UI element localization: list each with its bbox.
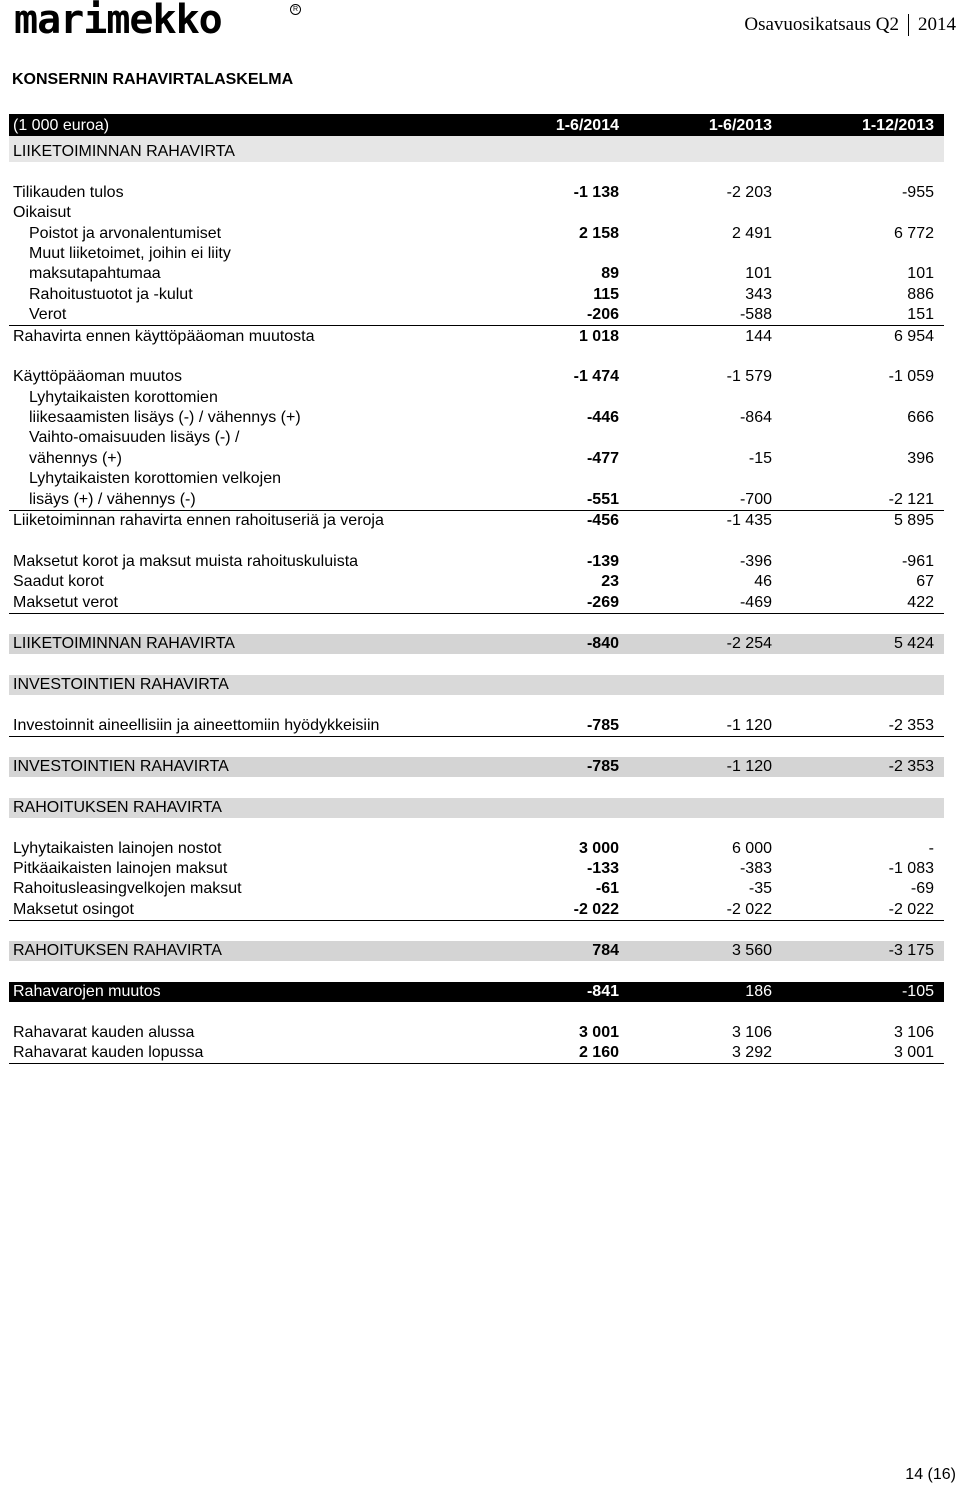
value-cell: -551 [479,489,629,510]
value-cell: -1 579 [726,368,772,386]
row-label: Pitkäaikaisten lainojen maksut [13,859,228,877]
cash-flow-body [9,114,944,1064]
value-cell: -1 120 [629,757,782,777]
table-row [9,879,944,899]
value-cell: -2 353 [782,757,944,777]
unit-label: (1 000 euroa) [9,114,479,136]
column-header: 1-6/2013 [629,114,782,136]
spacer-cell [9,162,944,182]
table-row [9,408,944,428]
value-cell: 101 [907,265,934,283]
page-number: 14 (16) [905,1466,956,1483]
value-cell: 6 772 [893,224,934,242]
table-row [9,941,944,961]
value-cell: 5 424 [782,634,944,654]
section-header-row [9,136,944,162]
value-cell: -1 435 [726,512,772,530]
value-cell: 5 895 [893,512,934,530]
value-cell: 23 [601,573,619,591]
row-label: lisäys (+) / vähennys (-) [9,489,479,510]
spacer-cell [9,654,944,674]
table-row [9,367,944,387]
value-cell: -396 [739,552,772,570]
spacer-cell [9,736,944,757]
spacer-row [9,695,944,715]
spacer-row [9,347,944,367]
value-cell: -841 [479,982,629,1002]
table-row [9,634,944,654]
spacer-row [9,654,944,674]
value-cell: -2 254 [629,634,782,654]
row-label: Rahavirta ennen käyttöpääoman muutosta [13,327,315,345]
value-cell [629,387,782,407]
value-cell [782,387,944,407]
value-cell: 46 [754,573,772,591]
value-cell: 3 000 [578,839,619,857]
table-row [9,859,944,879]
value-cell: 1 018 [578,327,619,345]
value-cell: -700 [629,489,782,510]
table-row [9,264,944,284]
column-header: 1-6/2014 [479,114,629,136]
spacer-cell [9,961,944,981]
value-cell: -2 022 [782,899,944,920]
spacer-row [9,961,944,981]
report-name: Osavuosikatsaus Q2 [744,14,899,35]
value-cell: 67 [916,573,934,591]
value-cell: 2 491 [731,224,772,242]
value-cell: 3 001 [782,1043,944,1064]
spacer-row [9,531,944,551]
value-cell: -2 121 [782,489,944,510]
value-cell: 89 [601,265,619,283]
registered-mark-icon: R [290,4,301,15]
value-cell: -840 [479,634,629,654]
value-cell: -105 [782,982,944,1002]
spacer-row [9,920,944,941]
value-cell [629,203,782,223]
row-label: Rahoitustuotot ja -kulut [29,285,193,303]
table-row [9,551,944,571]
section-title: RAHOITUKSEN RAHAVIRTA [9,798,944,818]
value-cell: 3 560 [629,941,782,961]
section-title: INVESTOINTIEN RAHAVIRTA [9,675,944,695]
table-row [9,899,944,920]
spacer-row [9,1002,944,1022]
table-header-row [9,114,944,136]
table-row [9,387,944,407]
row-label: Muut liiketoimet, joihin ei liity [29,244,231,262]
row-label: Rahavarojen muutos [9,982,479,1002]
row-label: Maksetut verot [9,592,479,613]
table-row [9,326,944,347]
value-cell [782,203,944,223]
table-row [9,982,944,1002]
section-header-row [9,798,944,818]
row-label: Vaihto-omaisuuden lisäys (-) / [29,429,240,447]
value-cell: -864 [739,409,772,427]
value-cell: 3 106 [731,1024,772,1042]
row-label: INVESTOINTIEN RAHAVIRTA [9,757,479,777]
value-cell: -139 [586,552,619,570]
spacer-row [9,613,944,634]
value-cell: -961 [901,552,934,570]
value-cell: -785 [479,715,629,736]
value-cell: - [928,839,934,857]
row-label: Lyhytaikaisten lainojen nostot [13,839,222,857]
value-cell: 151 [782,305,944,326]
row-label: Lyhytaikaisten korottomien [29,388,218,406]
page-header [0,0,960,50]
spacer-cell [9,920,944,941]
spacer-cell [9,695,944,715]
value-cell [479,469,629,489]
value-cell: -955 [901,183,934,201]
marimekko-logo: marimekko [14,0,222,43]
value-cell: -1 138 [573,183,619,201]
value-cell: 343 [745,285,772,303]
table-row [9,203,944,223]
column-header: 1-12/2013 [782,114,944,136]
value-cell: -1 120 [629,715,782,736]
value-cell: -133 [586,859,619,877]
value-cell: 101 [745,265,772,283]
row-label: Rahavarat kauden lopussa [9,1043,479,1064]
spacer-cell [9,347,944,367]
value-cell: -3 175 [782,941,944,961]
row-label: Saadut korot [13,573,104,591]
value-cell: -15 [748,449,772,467]
spacer-cell [9,1002,944,1022]
value-cell: 666 [907,409,934,427]
row-label: Oikaisut [13,204,71,222]
table-row [9,757,944,777]
table-row [9,1023,944,1043]
row-label: Investoinnit aineellisiin ja aineettomiin hyödykkeisiin [9,715,479,736]
value-cell: 186 [629,982,782,1002]
row-label: LIIKETOIMINNAN RAHAVIRTA [9,634,479,654]
table-row [9,510,944,531]
value-cell: -35 [748,880,772,898]
value-cell: 115 [593,285,619,303]
report-title [744,14,956,36]
section-title: LIIKETOIMINNAN RAHAVIRTA [9,136,944,162]
table-row [9,592,944,613]
value-cell: -588 [629,305,782,326]
value-cell: 6 000 [731,839,772,857]
row-label: Maksetut osingot [9,899,479,920]
value-cell: -1 474 [573,368,619,386]
value-cell: -785 [479,757,629,777]
value-cell: -456 [586,512,619,530]
table-row [9,572,944,592]
value-cell: 3 106 [893,1024,934,1042]
value-cell: -477 [586,449,619,467]
value-cell: 784 [479,941,629,961]
value-cell: 2 158 [578,224,619,242]
value-cell: -1 059 [888,368,934,386]
table-row [9,715,944,736]
value-cell: -2 022 [479,899,629,920]
value-cell [629,428,782,448]
value-cell [479,244,629,264]
value-cell [782,469,944,489]
value-cell: -2 022 [629,899,782,920]
value-cell [629,469,782,489]
value-cell: 6 954 [893,327,934,345]
row-label: Lyhytaikaisten korottomien velkojen [29,470,281,488]
title-divider [908,14,909,36]
value-cell [479,203,629,223]
row-label: Maksetut korot ja maksut muista rahoituskuluista [13,552,359,570]
value-cell [782,244,944,264]
row-label: Verot [9,305,479,326]
row-label: Tilikauden tulos [13,183,124,201]
table-row [9,223,944,243]
report-year: 2014 [918,14,956,35]
spacer-cell [9,818,944,838]
table-row [9,469,944,489]
spacer-cell [9,613,944,634]
table-row [9,428,944,448]
cash-flow-table [9,114,944,1064]
value-cell: -2 353 [782,715,944,736]
value-cell: -206 [479,305,629,326]
table-row [9,838,944,858]
document-title: KONSERNIN RAHAVIRTALASKELMA [12,71,294,88]
table-row [9,182,944,202]
value-cell: 2 160 [479,1043,629,1064]
row-label: Käyttöpääoman muutos [13,368,182,386]
spacer-row [9,818,944,838]
row-label: Rahoitusleasingvelkojen maksut [13,880,242,898]
row-label: maksutapahtumaa [29,265,161,283]
value-cell [782,428,944,448]
value-cell [479,428,629,448]
value-cell: -269 [479,592,629,613]
value-cell: -1 083 [888,859,934,877]
value-cell: 3 001 [578,1024,619,1042]
value-cell: 144 [745,327,772,345]
spacer-row [9,736,944,757]
row-label: Liiketoiminnan rahavirta ennen rahoituseriä ja veroja [13,512,384,530]
value-cell: -69 [910,880,934,898]
value-cell: -446 [586,409,619,427]
value-cell: -469 [629,592,782,613]
table-row [9,1043,944,1064]
spacer-row [9,777,944,797]
value-cell: 396 [907,449,934,467]
table-row [9,305,944,326]
section-header-row [9,675,944,695]
value-cell: 422 [782,592,944,613]
value-cell [629,244,782,264]
row-label: Poistot ja arvonalentumiset [29,224,222,242]
value-cell: 886 [907,285,934,303]
table-row [9,448,944,468]
table-row [9,284,944,304]
value-cell: -383 [739,859,772,877]
table-row [9,489,944,510]
spacer-row [9,162,944,182]
row-label: liikesaamisten lisäys (-) / vähennys (+) [29,409,301,427]
value-cell [479,387,629,407]
spacer-cell [9,777,944,797]
row-label: Rahavarat kauden alussa [13,1024,195,1042]
value-cell: -61 [595,880,619,898]
row-label: RAHOITUKSEN RAHAVIRTA [9,941,479,961]
table-row [9,244,944,264]
spacer-cell [9,531,944,551]
value-cell: -2 203 [726,183,772,201]
value-cell: 3 292 [629,1043,782,1064]
row-label: vähennys (+) [29,449,122,467]
